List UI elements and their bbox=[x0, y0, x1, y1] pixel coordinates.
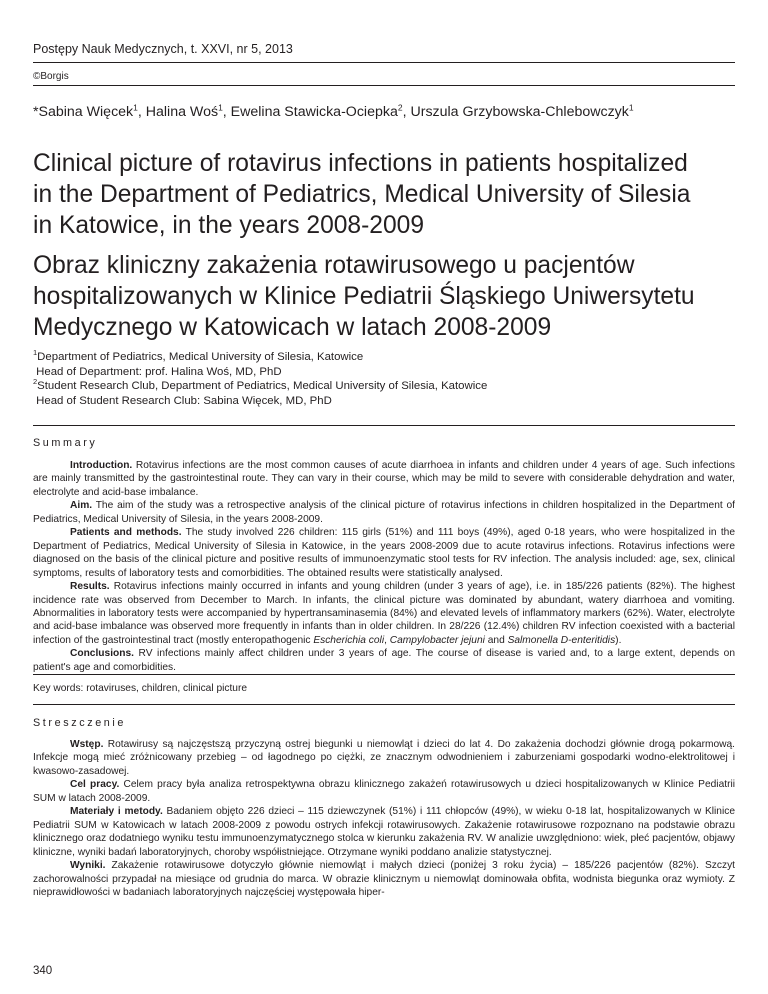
streszczenie-abstract bbox=[33, 738, 735, 899]
header-divider bbox=[33, 62, 735, 63]
streszczenie-cel: Cel pracy. Celem pracy była analiza retrospektywna obrazu klinicznego zakażeń rotawirusowych u dzieci hospitalizowanych w Klinice Pediatrii SUM w latach 2008-2009. bbox=[33, 779, 735, 804]
title-pl-line: Obraz kliniczny zakażenia rotawirusowego u pacjentów bbox=[33, 252, 635, 279]
summary-heading: Summary bbox=[33, 437, 98, 449]
title-pl-line: Medycznego w Katowicach w latach 2008-2009 bbox=[33, 314, 552, 341]
affiliation-1: $^1$Department of Pediatrics, Medical University of Silesia, Katowice bbox=[33, 348, 364, 363]
affiliations bbox=[33, 350, 487, 408]
title-pl-line: hospitalizowanych w Klinice Pediatrii Śląskiego Uniwersytetu bbox=[33, 283, 695, 310]
affiliation-1-head: Head of Department: prof. Halina Woś, MD, PhD bbox=[33, 365, 282, 378]
author-4: , Urszula Grzybowska-Chlebowczyk bbox=[402, 104, 629, 120]
paper-title-polish bbox=[33, 250, 743, 343]
keywords: Key words: rotaviruses, children, clinical picture bbox=[33, 683, 248, 694]
summary-abstract bbox=[33, 459, 735, 674]
author-1: *Sabina Więcek bbox=[33, 104, 134, 120]
paper-title-english bbox=[33, 148, 743, 241]
author-4-affil: 1 bbox=[628, 102, 634, 113]
author-2-affil: 1 bbox=[218, 102, 223, 113]
summary-introduction: Introduction. Rotavirus infections are the most common causes of acute diarrhoea in infants and children under 4 years of age. Such infections are mainly transmitted by the gastrointestinal route. They can vary in their course, which may be mild to severe with considerable dehydration and water, electrolyte and acid-base imbalance. bbox=[33, 460, 735, 498]
streszczenie-heading: Streszczenie bbox=[33, 717, 127, 729]
affiliation-2: $^2$Student Research Club, Department of Pediatrics, Medical University of Silesia, Katowice bbox=[33, 377, 488, 392]
streszczenie-wstep: Wstęp. Rotawirusy są najczęstszą przyczyną ostrej biegunki u niemowląt i dzieci do lat 4. Do zakażenia dochodzi głównie drogą pokarmową. Infekcje mogą mieć zróżnicowany przebieg – od łagodnego po ciężki, ze znacznym odwodnieniem i zaburzeniami gospodarki wodno-elektrolitowej i kwasowo-zasadowej. bbox=[33, 739, 735, 777]
streszczenie-wyniki: Wyniki. Zakażenie rotawirusowe dotyczyło głównie niemowląt i małych dzieci (poniżej 3 roku życia) – 185/226 pacjentów (82%). Szczyt zachorowalności przypadał na miesiące od grudnia do marca. W obrazie klinicznym u niemowląt dominowała obfita, wodnista biegunka oraz wymioty. Z nieprawidłowości w badaniach laboratoryjnych najczęściej występowała hiper- bbox=[33, 860, 735, 898]
author-3-affil: 2 bbox=[397, 102, 403, 113]
title-en-line: in Katowice, in the years 2008-2009 bbox=[33, 212, 425, 239]
author-3: , Ewelina Stawicka-Ociepka bbox=[222, 104, 398, 120]
copyright-notice: ©Borgis bbox=[33, 71, 69, 82]
affiliation-2-head: Head of Student Research Club: Sabina Więcek, MD, PhD bbox=[33, 394, 332, 407]
summary-methods: Patients and methods. The study involved 226 children: 115 girls (51%) and 111 boys (49%), aged 0-18 years, who were hospitalized in the Department of Pediatrics, Medical University of Silesia in Katowice, in the years 2008-2009 due to acute rotavirus infections. Rotavirus infections were diagnosed on the basis of the clinical picture and positive results of immunoenzymatic stool tests for RV infection. The analysis included: age, sex, clinical symptoms, results of laboratory tests and comorbidities. The obtained results were statistically analysed. bbox=[33, 527, 735, 579]
keywords-top-divider bbox=[33, 674, 735, 675]
title-en-line: in the Department of Pediatrics, Medical University of Silesia bbox=[33, 181, 691, 208]
summary-aim: Aim. The aim of the study was a retrospective analysis of the clinical picture of rotavirus infections in children hospitalized in the Department of Pediatrics, Medical University of Silesia, in the years 2008-2009. bbox=[33, 500, 735, 525]
author-list bbox=[33, 104, 634, 120]
summary-conclusions: Conclusions. RV infections mainly affect children under 3 years of age. The course of disease is varied and, to a large extent, depends on patient's age and comorbidities. bbox=[33, 648, 735, 673]
author-2: , Halina Woś bbox=[137, 104, 219, 120]
page-number: 340 bbox=[33, 965, 53, 977]
copyright-divider bbox=[33, 85, 735, 86]
title-en-line: Clinical picture of rotavirus infections in patients hospitalized bbox=[33, 150, 688, 177]
summary-results: Results. Rotavirus infections mainly occurred in infants and young children (under 3 years of age), i.e. in 185/226 patients (82%). The highest incidence rate was observed from December to March. In infants, the clinical picture was dominated by abundant, watery diarrhoea and vomiting. Abnormalities in laboratory tests were accompanied by hypertransaminasemia (84%) and elevated levels of inflammatory markers (62%). Water, electrolyte and acid-base imbalance was observed more frequently in infants than in older children. In 28/226 (12.4%) children RV infection coexisted with a bacterial infection of the gastrointestinal tract (mostly enteropathogenic Escherichia coli, Campylobacter jejuni and Salmonella D-enteritidis). bbox=[33, 581, 735, 646]
streszczenie-metody: Materiały i metody. Badaniem objęto 226 dzieci – 115 dziewczynek (51%) i 111 chłopców (49%), w wieku 0-18 lat, hospitalizowanych w Klinice Pediatrii SUM w Katowicach w latach 2008-2009 z powodu ostrych infekcji rotawirusowych. Zakażenie rotawirusowe rozpoznano na podstawie obrazu klinicznego oraz dodatniego wyniku testu immunoenzymatycznego stolca w kierunku zakażenia RV. W analizie uwzględniono: wiek, płeć pacjentów, objawy kliniczne, wyniki badań laboratoryjnych, choroby współistniejące. Otrzymane wyniki poddano analizie statystycznej. bbox=[33, 806, 735, 858]
summary-divider bbox=[33, 425, 735, 426]
keywords-bottom-divider bbox=[33, 704, 735, 705]
author-1-affil: 1 bbox=[133, 102, 138, 113]
journal-citation: Postępy Nauk Medycznych, t. XXVI, nr 5, 2013 bbox=[33, 42, 293, 56]
